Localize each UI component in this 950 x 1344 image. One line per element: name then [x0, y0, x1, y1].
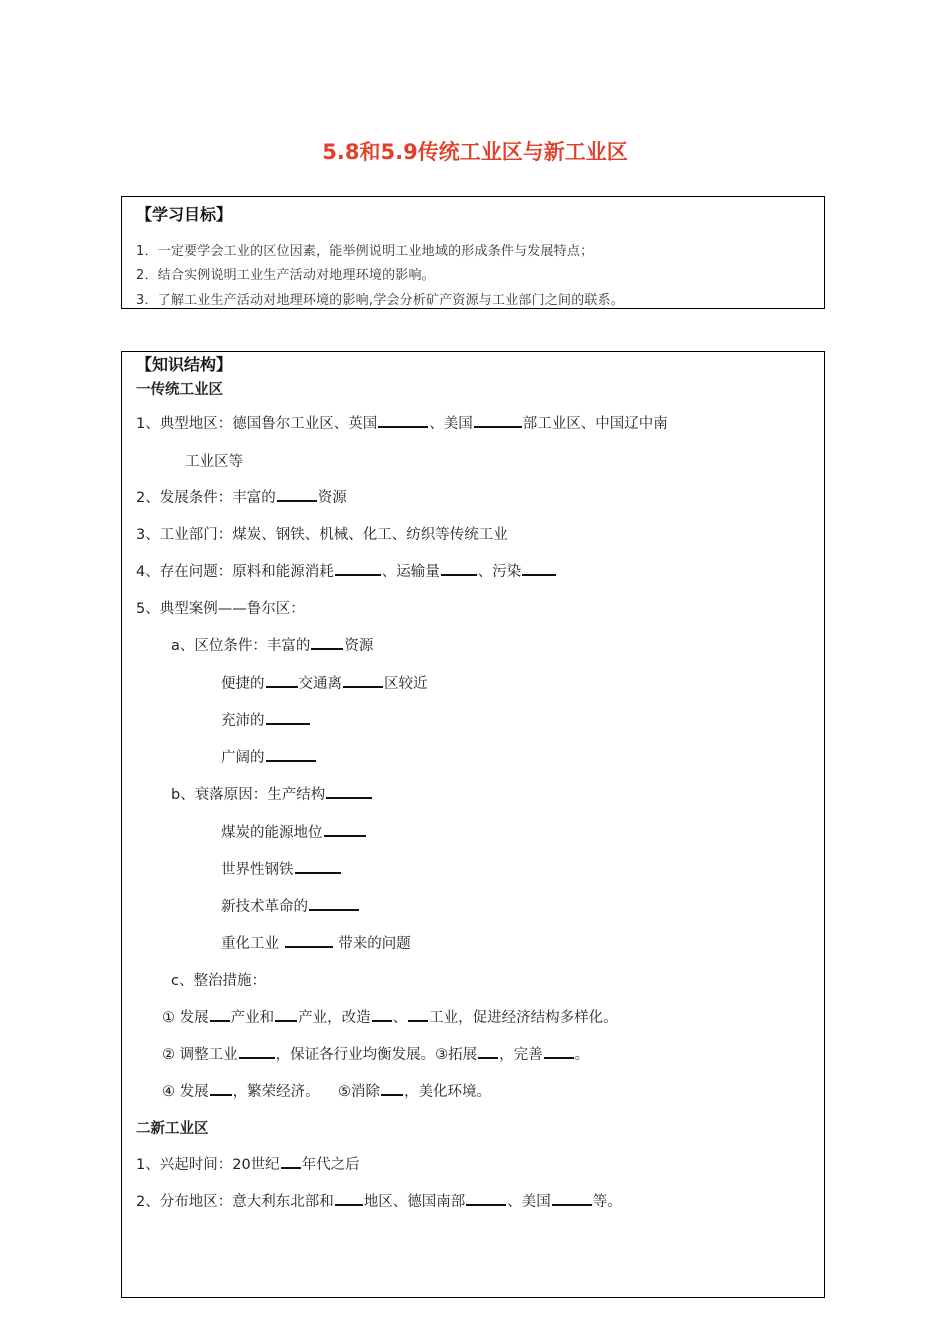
line-conditions: 2、发展条件：丰富的 资源: [136, 486, 347, 507]
fill-blank[interactable]: [544, 1044, 574, 1059]
fill-blank[interactable]: [266, 673, 298, 688]
fill-blank[interactable]: [372, 1007, 392, 1022]
fill-blank[interactable]: [281, 1154, 301, 1169]
line-measures: c、整治措施：: [171, 973, 266, 989]
fill-blank[interactable]: [474, 413, 522, 428]
fill-blank[interactable]: [266, 747, 316, 762]
fill-blank[interactable]: [295, 859, 341, 874]
line-measure-1: ① 发展 产业和 产业，改造 、 工业，促进经济结构多样化。: [162, 1006, 618, 1027]
fill-blank[interactable]: [478, 1044, 498, 1059]
line-tech-revolution: 新技术革命的: [221, 895, 360, 916]
fill-blank[interactable]: [522, 561, 556, 576]
line-case: 5、典型案例——鲁尔区：: [136, 601, 305, 617]
line-heavy-industry: 重化工业 带来的问题: [221, 932, 411, 953]
line-coal-status: 煤炭的能源地位: [221, 821, 367, 842]
line-rise-time: 1、兴起时间：20世纪 年代之后: [136, 1153, 360, 1174]
fill-blank[interactable]: [311, 635, 343, 650]
line-vast: 广阔的: [221, 746, 317, 767]
fill-blank[interactable]: [210, 1081, 232, 1096]
section-title-new: 二新工业区: [136, 1121, 209, 1137]
line-sectors: 3、工业部门：煤炭、钢铁、机械、化工、纺织等传统工业: [136, 527, 508, 543]
line-ample: 充沛的: [221, 709, 311, 730]
objective-item: 3．了解工业生产活动对地理环境的影响,学会分析矿产资源与工业部门之间的联系。: [136, 293, 625, 308]
fill-blank[interactable]: [324, 822, 366, 837]
fill-blank[interactable]: [275, 1007, 297, 1022]
fill-blank[interactable]: [378, 413, 428, 428]
line-typical-regions-cont: 工业区等: [185, 454, 243, 470]
fill-blank[interactable]: [266, 710, 310, 725]
objectives-heading: 【学习目标】: [136, 205, 233, 224]
knowledge-box: [121, 351, 825, 1298]
line-transport: 便捷的 交通离 区较近: [221, 672, 428, 693]
page-title: 5.8和5.9传统工业区与新工业区: [322, 140, 628, 164]
fill-blank[interactable]: [210, 1007, 230, 1022]
line-measure-3: ④ 发展 ，繁荣经济。 ⑤消除 ，美化环境。: [162, 1080, 491, 1101]
objective-item: 2．结合实例说明工业生产活动对地理环境的影响。: [136, 268, 435, 283]
fill-blank[interactable]: [466, 1191, 506, 1206]
fill-blank[interactable]: [441, 561, 477, 576]
line-distribution: 2、分布地区：意大利东北部和 地区、德国南部 、美国 等。: [136, 1190, 622, 1211]
knowledge-heading: 【知识结构】: [136, 355, 233, 374]
line-typical-regions: 1、典型地区：德国鲁尔工业区、英国 、美国 部工业区、中国辽中南: [136, 412, 668, 433]
section-title-traditional: 一传统工业区: [136, 382, 223, 398]
line-measure-2: ② 调整工业 ，保证各行业均衡发展。③拓展 ，完善 。: [162, 1043, 589, 1064]
line-location-conditions: a、区位条件：丰富的 资源: [171, 634, 373, 655]
fill-blank[interactable]: [335, 1191, 363, 1206]
fill-blank[interactable]: [309, 896, 359, 911]
objectives-box: [121, 196, 825, 309]
fill-blank[interactable]: [285, 933, 333, 948]
fill-blank[interactable]: [343, 673, 383, 688]
fill-blank[interactable]: [381, 1081, 403, 1096]
line-problems: 4、存在问题：原料和能源消耗 、运输量 、污染: [136, 560, 557, 581]
fill-blank[interactable]: [335, 561, 381, 576]
objective-item: 1．一定要学会工业的区位因素，能举例说明工业地域的形成条件与发展特点；: [136, 244, 594, 259]
line-steel: 世界性钢铁: [221, 858, 342, 879]
line-decline-reasons: b、衰落原因：生产结构: [171, 783, 373, 804]
fill-blank[interactable]: [239, 1044, 275, 1059]
fill-blank[interactable]: [552, 1191, 592, 1206]
fill-blank[interactable]: [408, 1007, 428, 1022]
fill-blank[interactable]: [326, 784, 372, 799]
fill-blank[interactable]: [277, 487, 317, 502]
